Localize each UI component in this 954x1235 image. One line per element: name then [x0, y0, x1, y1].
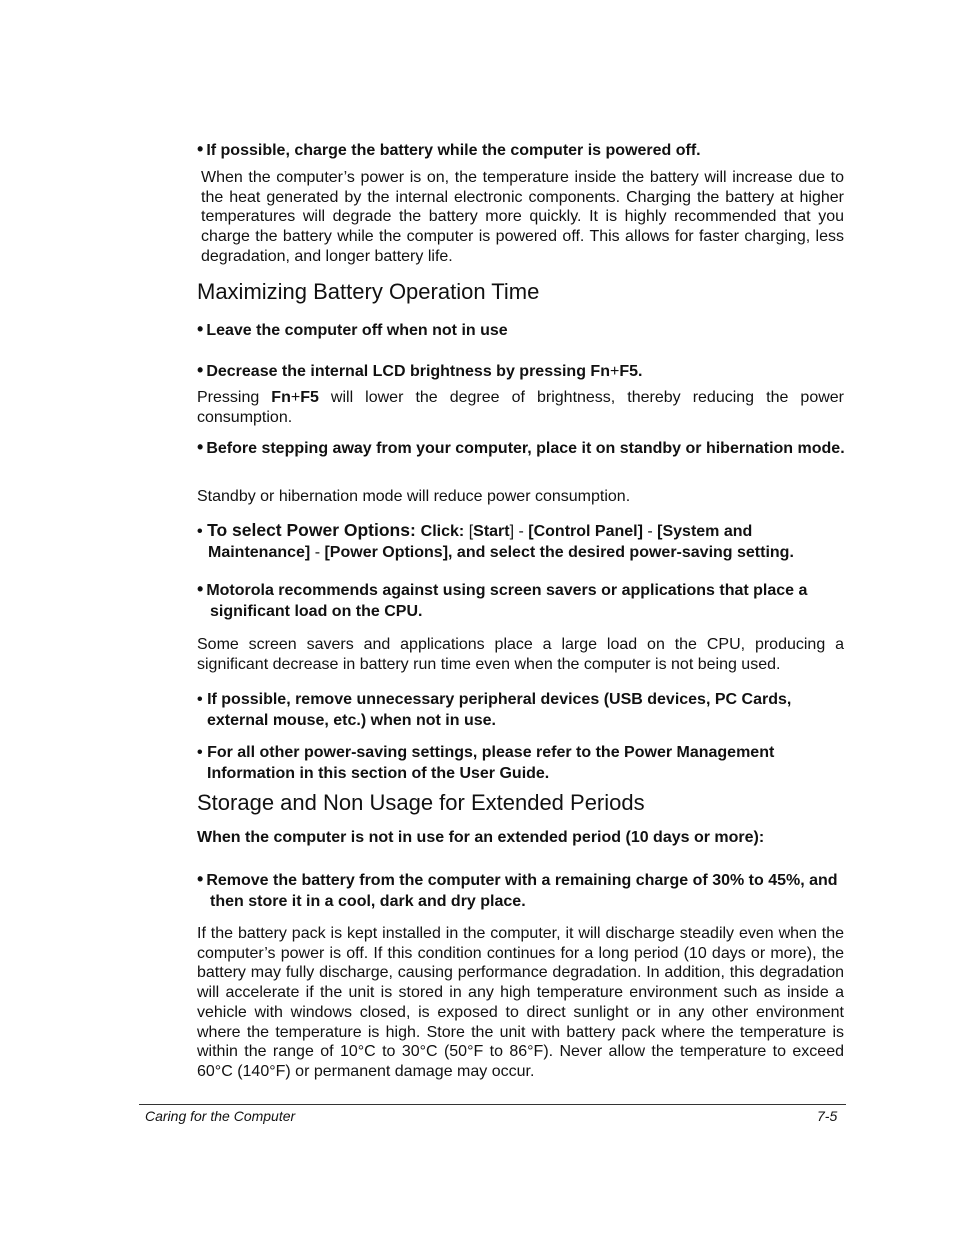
storage-intro: When the computer is not in use for an extended period (10 days or more): — [197, 829, 765, 846]
bullet-text: For all other power-saving settings, please refer to the Power Management Information in this section of the User Guide. — [207, 744, 775, 782]
separator: - — [310, 544, 325, 561]
bullet-icon: • — [197, 360, 204, 380]
menu-system-maintenance: [System and Maintenance] — [208, 523, 753, 561]
paragraph-screen-savers: Some screen savers and applications place a large load on the CPU, producing a significant decrease in battery run time even when the computer is not being used. — [197, 636, 844, 673]
bullet-icon: • — [197, 523, 203, 540]
bullet-icon: • — [197, 869, 204, 889]
bullet-standby — [197, 437, 857, 459]
bullet-text: If possible, remove unnecessary peripheral devices (USB devices, PC Cards, external mouse, etc.) when not in use. — [207, 691, 792, 729]
paragraph-storage: If the battery pack is kept installed in the computer, it will discharge steadily even when the computer’s power is off. If this condition continues for a long period (10 days or more), the battery may fully discharge, causing performance degradation. In addition, this degradation will accelerate if the unit is stored in any high temperature environment such as inside a vehicle with windows closed, is exposed to direct sunlight or in any other environment where the temperature is high. Store the unit with battery pack where the temperature is within the range of 10°C to 30°C (50°F to 86°F). Never allow the temperature to exceed 60°C (140°F) or permanent damage may occur. — [197, 925, 844, 1080]
select-label: To select Power Options: — [207, 520, 421, 540]
paragraph-charge-explanation: When the computer’s power is on, the temperature inside the battery will increase due to the heat generated by the internal electronic components. Charging the battery at higher temperatures will degrade the battery more quickly. It is highly recommended that you charge the battery while the computer is powered off. This allows for faster charging, less degradation, and longer battery life. — [201, 169, 844, 265]
bullet-icon: • — [197, 139, 204, 159]
paragraph-pressing-fn-f5 — [197, 388, 844, 427]
plus-sign: + — [609, 363, 620, 380]
bullet-leave-off — [197, 319, 857, 341]
heading-maximizing-battery: Maximizing Battery Operation Time — [197, 279, 540, 304]
bullet-icon: • — [197, 579, 204, 599]
bracket-close: ] — [509, 523, 515, 540]
bullet-remove-battery — [197, 869, 857, 912]
bullet-text: Before stepping away from your computer, place it on standby or hibernation mode. — [206, 440, 845, 457]
key-f5: F5 — [619, 363, 638, 380]
text-lead: Pressing — [197, 389, 272, 406]
footer-title: Caring for the Computer — [145, 1108, 296, 1124]
paragraph-standby: Standby or hibernation mode will reduce power consumption. — [197, 488, 631, 505]
page-number: 7-5 — [817, 1108, 838, 1124]
bullet-icon: • — [197, 437, 204, 457]
bullet-motorola-recommends — [197, 579, 857, 622]
text-rest: will lower the degree of brightness, thereby reducing the power consumption. — [197, 389, 844, 426]
bullet-icon: • — [197, 744, 203, 761]
menu-power-options: [Power Options], and select the desired power-saving setting. — [324, 544, 794, 561]
heading-storage: Storage and Non Usage for Extended Periods — [197, 790, 645, 815]
bullet-text: Decrease the internal LCD brightness by pressing Fn — [206, 363, 610, 380]
bullet-text: Remove the battery from the computer with a remaining charge of 30% to 45%, and then store it in a cool, dark and dry place. — [206, 872, 838, 910]
menu-start: Start — [473, 523, 510, 540]
period: . — [637, 363, 643, 380]
click-label: Click: — [420, 523, 469, 540]
bullet-select-power-options — [197, 520, 855, 563]
footer-rule — [139, 1104, 846, 1105]
bracket-open: [ — [468, 523, 474, 540]
bullet-text: Motorola recommends against using screen savers or applications that place a significant load on the CPU. — [206, 582, 808, 620]
menu-control-panel: [Control Panel] — [528, 523, 643, 540]
plus-sign: + — [290, 389, 301, 406]
bullet-text: Leave the computer off when not in use — [206, 322, 508, 339]
separator: - — [514, 523, 529, 540]
key-fn: Fn — [271, 389, 291, 406]
bullet-lcd-brightness — [197, 360, 857, 382]
bullet-icon: • — [197, 319, 204, 339]
separator: - — [642, 523, 658, 540]
key-f5: F5 — [300, 389, 319, 406]
bullet-text: If possible, charge the battery while the computer is powered off. — [206, 142, 701, 159]
bullet-charge-powered-off — [197, 139, 857, 161]
bullet-peripherals — [197, 689, 854, 731]
bullet-other-settings — [197, 742, 854, 784]
bullet-icon: • — [197, 691, 203, 708]
